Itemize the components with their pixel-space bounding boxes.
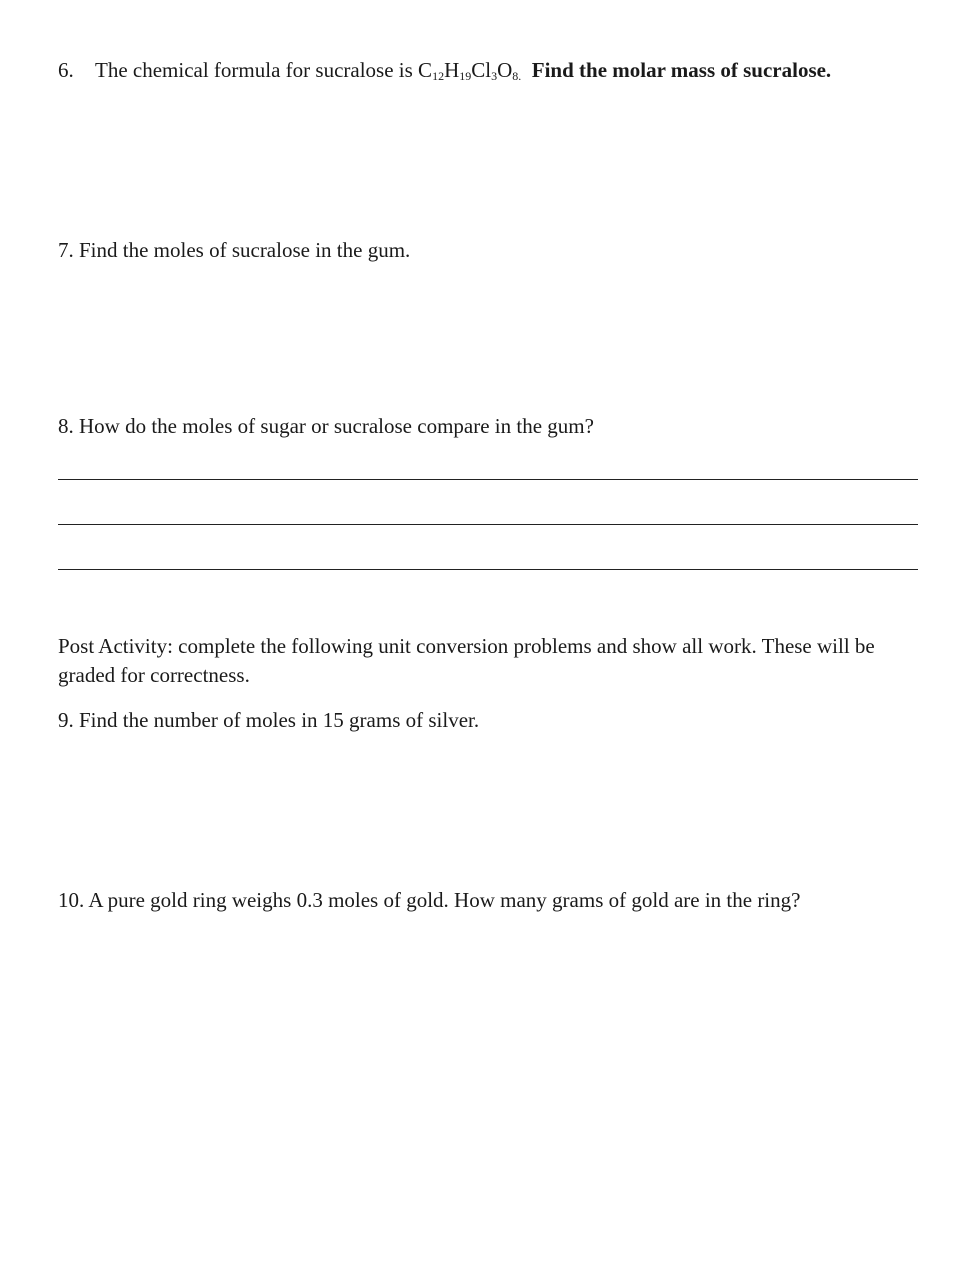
question-9: 9. Find the number of moles in 15 grams of silver. <box>58 708 480 732</box>
question-8: 8. How do the moles of sugar or sucralose compare in the gum? <box>58 414 594 438</box>
answer-line-1[interactable] <box>58 479 918 480</box>
question-6-text: The chemical formula for sucralose is <box>95 58 419 82</box>
question-6 <box>58 56 831 85</box>
question-7: 7. Find the moles of sucralose in the gum. <box>58 238 411 262</box>
question-10: 10. A pure gold ring weighs 0.3 moles of gold. How many grams of gold are in the ring? <box>58 888 801 912</box>
post-activity-instructions: Post Activity: complete the following unit conversion problems and show all work. These will be graded for correctness. <box>58 634 875 687</box>
question-6-number: 6. <box>58 58 74 82</box>
sucralose-formula: $C_{12}H_{19}Cl_3O_{8.}$ <box>418 58 522 83</box>
answer-line-3[interactable] <box>58 569 918 570</box>
answer-line-2[interactable] <box>58 524 918 525</box>
question-6-instruction: Find the molar mass of sucralose. <box>531 58 832 82</box>
